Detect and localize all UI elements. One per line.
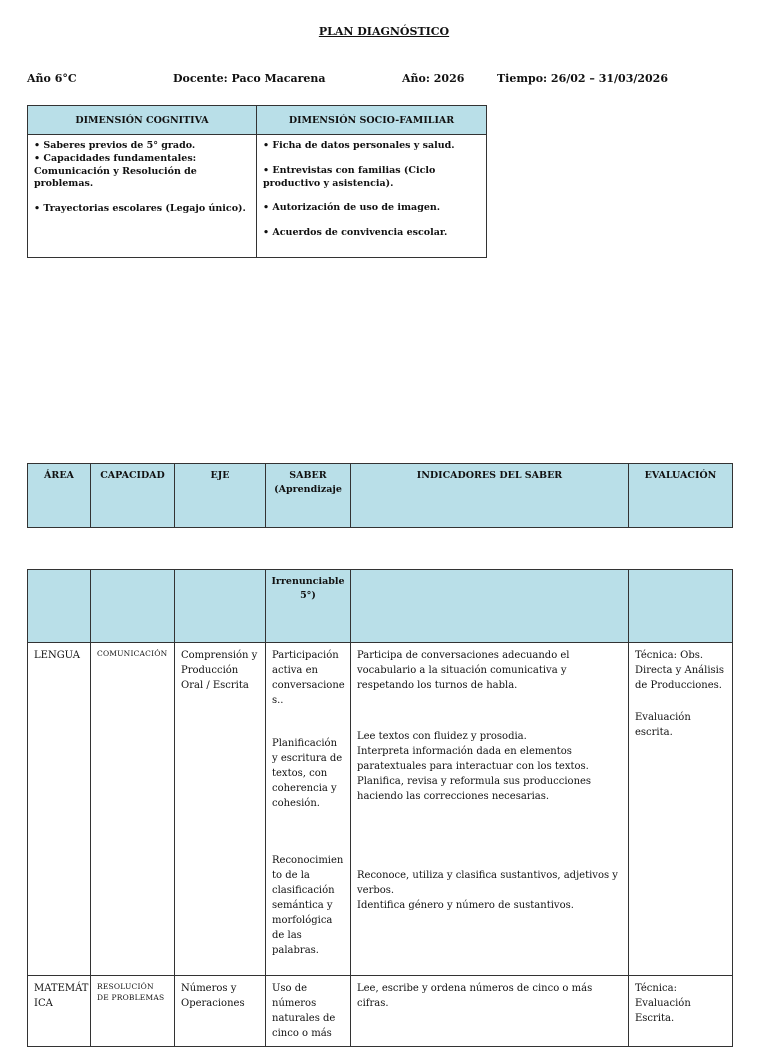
indicadores-cell: Lee, escribe y ordena números de cinco o más cifras. xyxy=(351,976,629,1047)
header-eje: EJE xyxy=(175,464,266,528)
indicador-item: Lee textos con fluidez y prosodia. Interpreta información dada en elementos paratextuales para interactuar con los textos. Planifica, revisa y reformula sus producciones haciendo las correcciones necesarias. xyxy=(357,731,592,802)
cognitive-item: • Saberes previos de 5° grado. xyxy=(34,140,196,151)
evaluacion-cell: Técnica: Evaluación Escrita. xyxy=(629,976,733,1047)
dimension-socio-cell xyxy=(257,135,487,258)
evaluacion-cell xyxy=(629,643,733,976)
saber-cell xyxy=(266,643,351,976)
cognitive-item: • Capacidades fundamentales: Comunicación y Resolución de problemas. xyxy=(34,152,197,190)
indicador-item: Participa de conversaciones adecuando el vocabulario a la situación comunicativa y respetando los turnos de habla. xyxy=(357,650,570,691)
dimension-socio-header: DIMENSIÓN SOCIO-FAMILIAR xyxy=(257,106,487,135)
plan-main-table xyxy=(27,569,733,1047)
header-saber: SABER (Aprendizaje xyxy=(266,464,351,528)
main-header-empty xyxy=(28,570,91,643)
capacidad-cell: RESOLUCIÓN DE PROBLEMAS xyxy=(91,976,175,1047)
saber-item: Participación activa en conversacione s.. xyxy=(272,650,345,706)
socio-item: • Entrevistas con familias (Ciclo productivo y asistencia). xyxy=(263,164,436,189)
grade-label: Año 6°C xyxy=(27,72,77,85)
socio-item: • Acuerdos de convivencia escolar. xyxy=(263,227,448,239)
evaluacion-item: Evaluación escrita. xyxy=(635,712,691,738)
teacher-label: Docente: Paco Macarena xyxy=(173,72,326,85)
capacidad-cell: COMUNICACIÓN xyxy=(91,643,175,976)
main-header-saber: Irrenunciable 5°) xyxy=(266,570,351,643)
main-header-empty xyxy=(175,570,266,643)
eje-cell: Números y Operaciones xyxy=(175,976,266,1047)
header-area: ÁREA xyxy=(28,464,91,528)
dimension-cognitive-header: DIMENSIÓN COGNITIVA xyxy=(28,106,257,135)
main-header-empty xyxy=(91,570,175,643)
plan-header-table xyxy=(27,463,733,528)
year-label: Año: 2026 xyxy=(402,72,465,85)
socio-item: • Ficha de datos personales y salud. xyxy=(263,140,455,151)
saber-item: Planificación y escritura de textos, con coherencia y cohesión. xyxy=(272,738,343,809)
header-indicadores: INDICADORES DEL SABER xyxy=(351,464,629,528)
main-header-empty xyxy=(351,570,629,643)
area-cell: LENGUA xyxy=(28,643,91,976)
header-capacidad: CAPACIDAD xyxy=(91,464,175,528)
cognitive-item: • Trayectorias escolares (Legajo único). xyxy=(34,203,246,215)
table-row xyxy=(28,643,733,976)
eje-cell: Comprensión y Producción Oral / Escrita xyxy=(175,643,266,976)
header-evaluacion: EVALUACIÓN xyxy=(629,464,733,528)
saber-item: Reconocimien to de la clasificación semántica y morfológica de las palabras. xyxy=(272,855,344,956)
dimension-cognitive-cell xyxy=(28,135,257,258)
saber-cell: Uso de números naturales de cinco o más xyxy=(266,976,351,1047)
evaluacion-item: Técnica: Obs. Directa y Análisis de Producciones. xyxy=(635,650,724,691)
indicadores-cell xyxy=(351,643,629,976)
socio-item: • Autorización de uso de imagen. xyxy=(263,202,441,214)
area-cell: MATEMÁT ICA xyxy=(28,976,91,1047)
main-header-empty xyxy=(629,570,733,643)
dimension-table xyxy=(27,105,487,258)
table-row xyxy=(28,976,733,1047)
time-label: Tiempo: 26/02 – 31/03/2026 xyxy=(497,72,668,85)
indicador-item: Reconoce, utiliza y clasifica sustantivos, adjetivos y verbos. Identifica género y número de sustantivos. xyxy=(357,870,618,911)
page-title: PLAN DIAGNÓSTICO xyxy=(318,25,450,38)
